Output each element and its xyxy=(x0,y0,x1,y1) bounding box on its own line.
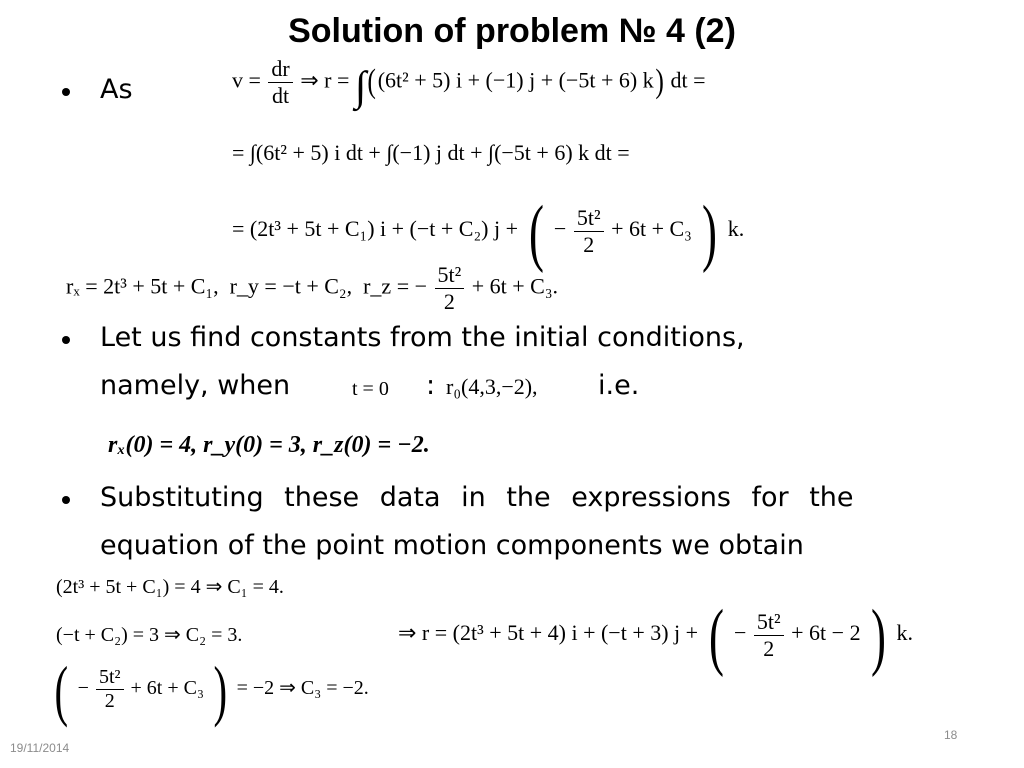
eq1-body: (6t² + 5) i + (−1) j + (−5t + 6) k xyxy=(377,67,654,93)
eq3-den: 2 xyxy=(583,231,595,257)
eq1-rest: ⇒ r = xyxy=(300,67,350,93)
eq1-dt: dt xyxy=(272,83,290,108)
constant-c3 xyxy=(50,652,369,728)
eq3-end: k. xyxy=(727,216,745,242)
bullet-subst-line-2: equation of the point motion components we obtain xyxy=(100,530,804,561)
fraction-5t2-over-2 xyxy=(574,205,604,258)
minus-sign: − xyxy=(553,216,567,242)
final-end: k. xyxy=(896,620,913,646)
final-den: 2 xyxy=(763,635,775,661)
fraction-final xyxy=(754,609,784,662)
bullet-subst-line-1: Substituting these data in the expressions for the xyxy=(100,482,854,513)
ie: i.e. xyxy=(598,370,640,401)
eq3-b: + 6t + C₃ xyxy=(611,216,692,242)
big-paren-open-icon: ( xyxy=(54,652,69,728)
eq2: = ∫(6t² + 5) i dt + ∫(−1) j dt + ∫(−5t + 6) k dt = xyxy=(232,140,630,165)
eq1-tail: dt = xyxy=(670,67,706,93)
comp-rz-a: r_z = − xyxy=(363,273,428,299)
initial-when: namely, when xyxy=(100,370,291,401)
comp-ry: r_y = −t + C₂, xyxy=(229,273,353,299)
fraction-dr-dt xyxy=(268,56,292,109)
eq3-num: 5t² xyxy=(574,205,604,232)
final-result xyxy=(398,595,913,678)
comp-rx: rₓ = 2t³ + 5t + C₁, xyxy=(66,273,219,299)
comp-rz-num: 5t² xyxy=(435,262,465,289)
bullet-initial-line-1: Let us find constants from the initial conditions, xyxy=(100,322,745,353)
final-num: 5t² xyxy=(754,609,784,636)
equation-line-1 xyxy=(232,56,706,109)
bullet-dot xyxy=(62,336,70,344)
final-a: ⇒ r = (2t³ + 5t + 4) i + (−t + 3) j + xyxy=(398,620,699,646)
eq3-a: = (2t³ + 5t + C₁) i + (−t + C₂) j + xyxy=(232,216,518,242)
final-b: + 6t − 2 xyxy=(791,620,861,646)
c3-den: 2 xyxy=(104,689,115,712)
minus-sign: − xyxy=(77,676,89,699)
t-equals-0: t = 0 xyxy=(352,378,389,400)
bullet-dot xyxy=(62,496,70,504)
big-paren-close-icon: ) xyxy=(213,652,228,728)
minus-sign: − xyxy=(734,620,747,646)
constant-c1: (2t³ + 5t + C₁) = 4 ⇒ C₁ = 4. xyxy=(56,576,284,598)
fraction-rz xyxy=(435,262,465,315)
equation-line-3 xyxy=(232,191,745,274)
big-paren-close-icon: ) xyxy=(871,595,887,678)
big-paren-open-icon: ( xyxy=(708,595,724,678)
eq1-v: v = xyxy=(232,67,261,93)
r0-vector: r₀(4,3,−2), xyxy=(446,374,538,399)
colon: : xyxy=(426,370,436,401)
constant-c2: (−t + C₂) = 3 ⇒ C₂ = 3. xyxy=(56,624,243,646)
component-equations xyxy=(66,262,558,315)
bullet-as: As xyxy=(100,74,133,105)
comp-rz-den: 2 xyxy=(443,289,455,314)
comp-rz-b: + 6t + C₃. xyxy=(471,273,559,299)
integral-icon: ∫ xyxy=(354,64,367,111)
c3-end: = −2 ⇒ C₃ = −2. xyxy=(236,676,369,699)
fraction-c3 xyxy=(96,666,124,713)
c3-num: 5t² xyxy=(96,666,124,690)
big-paren-close-icon: ) xyxy=(702,191,718,274)
paren-close-icon: ) xyxy=(655,62,664,100)
c3-b: + 6t + C₃ xyxy=(130,676,204,699)
footer-date: 19/11/2014 xyxy=(10,741,70,755)
bullet-initial-line-2 xyxy=(100,366,290,405)
paren-open-icon: ( xyxy=(367,62,377,100)
page-number: 18 xyxy=(944,728,958,742)
eq1-dr: dr xyxy=(268,56,292,83)
big-paren-open-icon: ( xyxy=(528,191,544,274)
bullet-dot xyxy=(62,88,70,96)
initial-values: rₓ(0) = 4, r_y(0) = 3, r_z(0) = −2. xyxy=(108,432,430,458)
equation-line-2 xyxy=(232,140,630,166)
page-title: Solution of problem № 4 (2) xyxy=(288,12,736,50)
